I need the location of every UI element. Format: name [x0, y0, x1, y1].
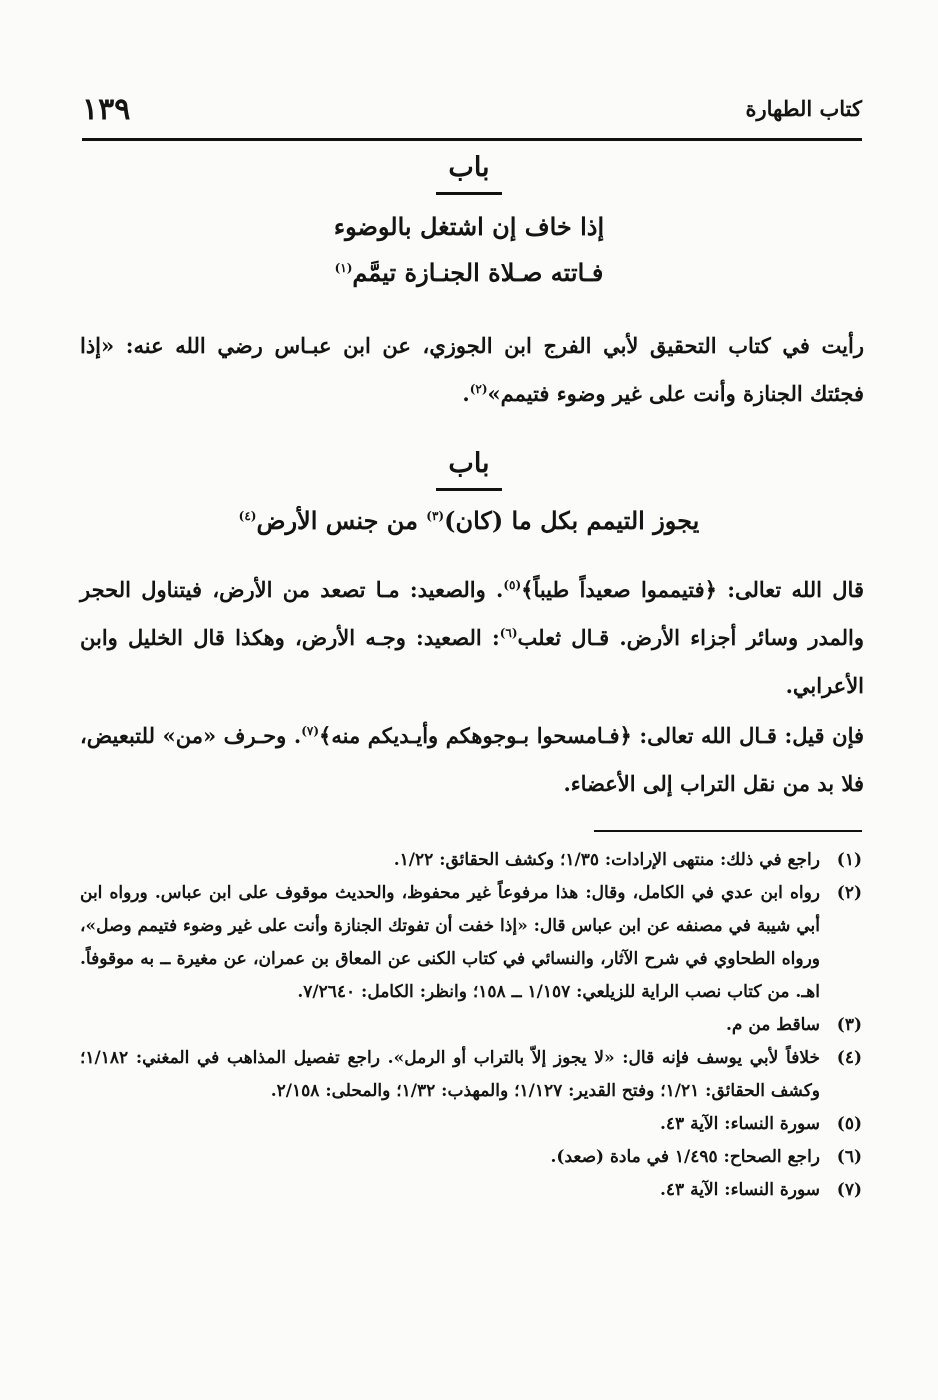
footnote-number: (٢) — [836, 883, 862, 903]
footnote — [80, 1174, 862, 1207]
running-header — [82, 92, 862, 134]
footnote-number: (٦) — [836, 1147, 862, 1167]
footnote-number: (٤) — [836, 1048, 862, 1068]
section-label: باب — [448, 448, 490, 479]
section-label-stroke — [436, 192, 502, 195]
section-heading-line-2 — [80, 258, 858, 287]
footnote-ref: (٥) — [503, 578, 522, 592]
footnote-ref: (٢) — [469, 382, 488, 396]
paragraph — [80, 712, 864, 808]
heading-text: فـاتته صـلاة الجنـازة تيمَّم — [352, 258, 604, 287]
footnote-text: ساقط من م. — [725, 1015, 820, 1035]
footnote-text: راجع في ذلك: منتهى الإرادات: ١/٣٥؛ وكشف الحقائق: ١/٢٢. — [393, 850, 820, 870]
footnote-text: سورة النساء: الآية ٤٣. — [660, 1114, 820, 1134]
footnote — [80, 877, 862, 1009]
footnote-number: (١) — [836, 850, 862, 870]
heading-text: يجوز التيمم بكل ما (كان) — [444, 506, 700, 535]
paragraph-text: رأيت في كتاب التحقيق لأبي الفرج ابن الجوزي، عن ابن عبـاس رضي الله عنه: «إذا فجئتك الجنازة وأنت على غير وضوء فتيمم» — [80, 333, 864, 406]
footnote-number: (٧) — [836, 1180, 862, 1200]
footnotes — [80, 844, 862, 1207]
footnote-text: رواه ابن عدي في الكامل، وقال: هذا مرفوعاً غير محفوظ، والحديث موقوف على ابن عباس. ورواه ابن أبي شيبة في مصنفه عن ابن عباس قال: «إذا خفت أن تفوتك الجنازة وأنت على غير وضوء فتيمم وصل»، ورواه الطحاوي في شرح الآثار، والنسائي في كتاب الكنى عن المعاق بن عمران، عن مغيرة ــ به موقوفاً. اهـ. من كتاب نصب الراية للزيلعي: ١/١٥٧ ــ ١٥٨؛ وانظر: الكامل: ٧/٢٦٤٠. — [80, 883, 820, 1002]
footnote-text: راجع الصحاح: ١/٤٩٥ في مادة (صعد). — [550, 1147, 820, 1167]
footnote-text: خلافاً لأبي يوسف فإنه قال: «لا يجوز إلاّ بالتراب أو الرمل». راجع تفصيل المذاهب في المغني: ١/١٨٢؛ وكشف الحقائق: ١/٢١؛ وفتح القدير: ١/١٢٧؛ والمهذب: ١/٣٢؛ والمحلى: ٢/١٥٨. — [80, 1048, 820, 1101]
footnote-ref: (٦) — [499, 626, 518, 640]
footnote — [80, 1042, 862, 1108]
footnote — [80, 844, 862, 877]
paragraph — [80, 566, 864, 710]
paragraph-end: . — [462, 381, 470, 406]
footnote-ref: (٤) — [238, 509, 257, 523]
footnote-number: (٣) — [836, 1015, 862, 1035]
footnote-rule — [594, 830, 862, 832]
paragraph-text: . والصعيد: مـا تصعد من الأرض، فيتناول الحجر والمدر وسائر أجزاء الأرض. قـال ثعلب — [80, 577, 864, 650]
footnote-ref: (١) — [334, 261, 353, 275]
paragraph-text: قال الله تعالى: ﴿فتيمموا صعيداً طيباً﴾ — [521, 577, 864, 602]
section-heading — [80, 506, 858, 535]
footnote — [80, 1141, 862, 1174]
section-heading-line-1: إذا خاف إن اشتغل بالوضوء — [333, 212, 605, 241]
footnote — [80, 1009, 862, 1042]
page-number: ١٣٩ — [82, 92, 131, 127]
section-label-stroke — [436, 488, 502, 491]
paragraph-text: فإن قيل: قـال الله تعالى: ﴿فـامسحوا بـوجوهكم وأيـديكم منه﴾ — [319, 723, 865, 748]
header-rule — [82, 138, 862, 141]
paragraph-text: . وحـرف «من» للتبعيض، فلا بد من نقل التراب إلى الأعضاء. — [80, 723, 864, 796]
section-label: باب — [448, 152, 490, 183]
heading-text: من جنس الأرض — [256, 506, 427, 535]
footnote-text: سورة النساء: الآية ٤٣. — [660, 1180, 820, 1200]
footnote-ref: (٧) — [301, 724, 320, 738]
paragraph — [80, 322, 864, 418]
paragraph-text: : الصعيد: وجـه الأرض، وهكذا قال الخليل وابن الأعرابي. — [80, 625, 864, 698]
footnote — [80, 1108, 862, 1141]
footnote-number: (٥) — [836, 1114, 862, 1134]
footnote-ref: (٣) — [426, 509, 445, 523]
running-title: كتاب الطهارة — [745, 96, 862, 121]
